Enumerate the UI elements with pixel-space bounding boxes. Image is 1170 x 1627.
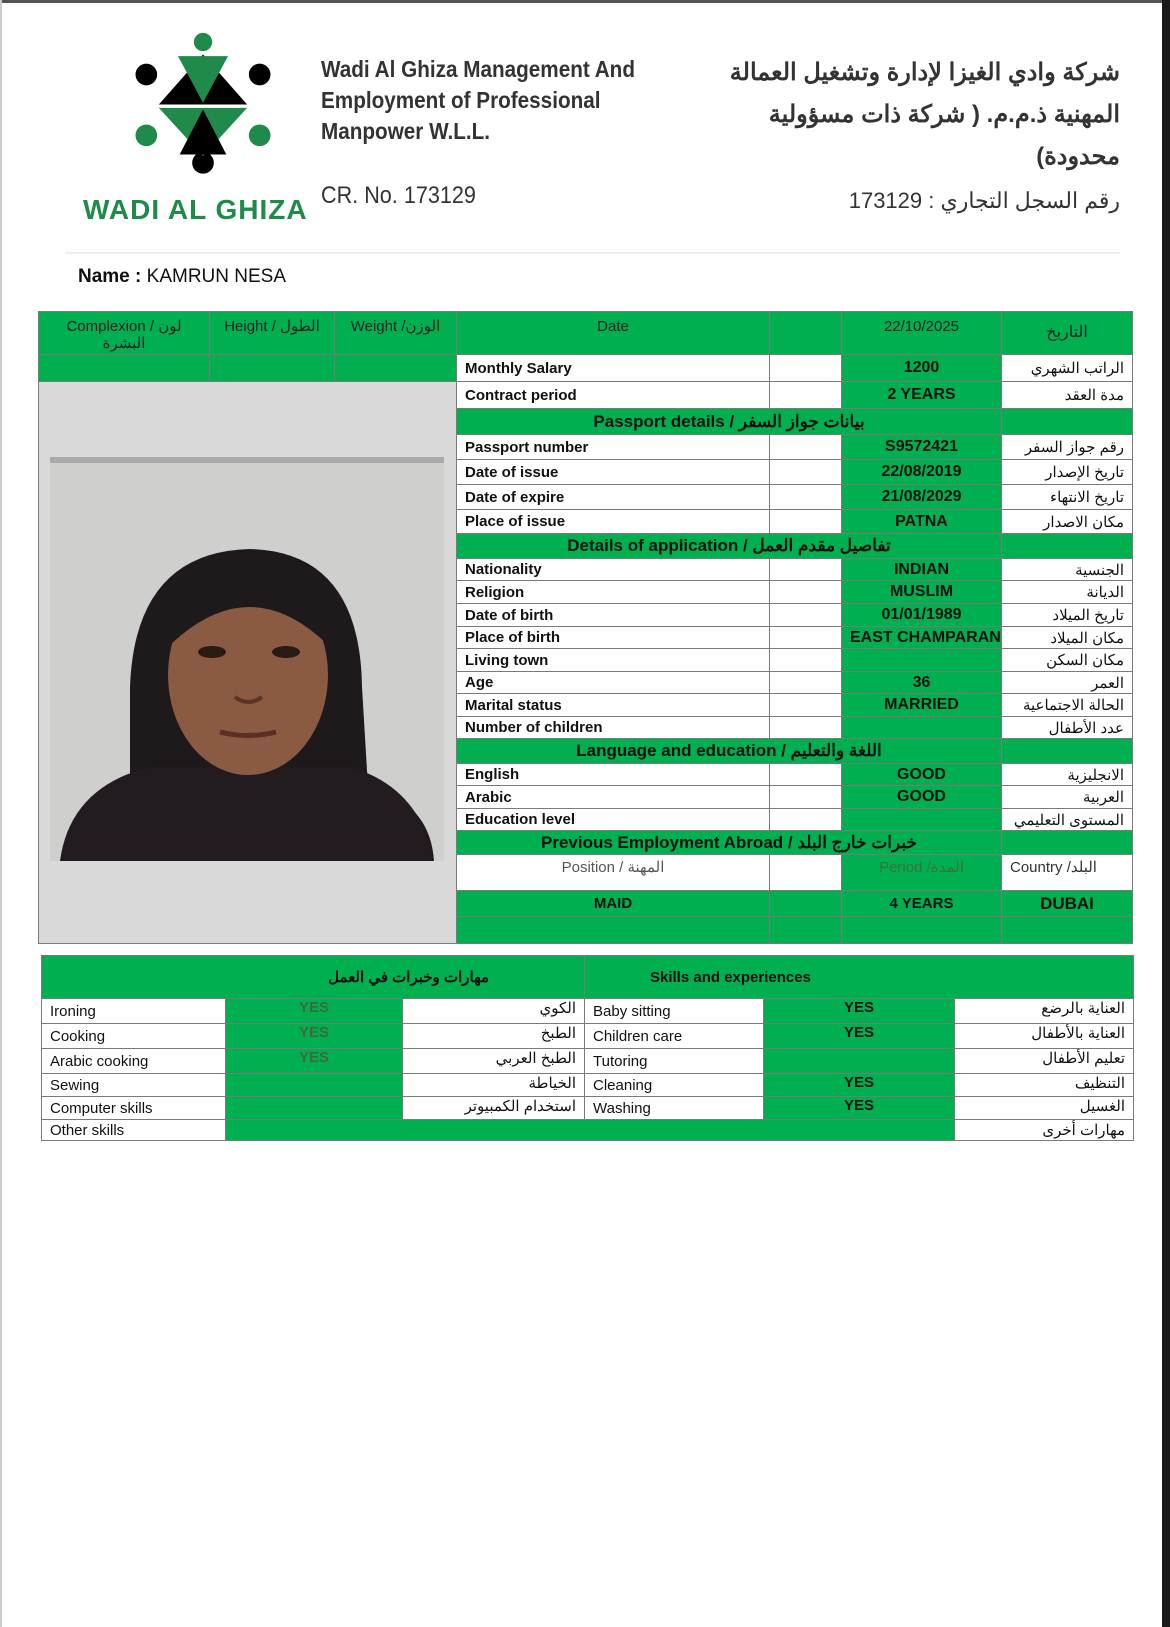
field-value <box>842 717 1002 739</box>
company-name-ar-line: شركة وادي الغيزا لإدارة وتشغيل العمالة <box>729 59 1120 86</box>
field-value: S9572421 <box>842 435 1002 460</box>
field-value <box>842 649 1002 672</box>
other-skills-row <box>42 1120 1134 1141</box>
skills-title-ar: مهارات وخبرات في العمل <box>42 956 585 999</box>
blank-cell <box>770 694 842 717</box>
blank-cell <box>770 649 842 672</box>
company-name-en-line: Employment of Professional <box>321 87 601 113</box>
date-label-ar: التاريخ <box>1002 312 1133 355</box>
skills-header-row <box>42 956 1134 999</box>
cr-number-en: CR. No. 173129 <box>321 182 476 209</box>
country-header: Country /البلد <box>1002 855 1133 891</box>
field-label: Arabic <box>457 786 770 809</box>
company-name-en <box>321 54 635 147</box>
blank-cell <box>770 435 842 460</box>
skill-label: Arabic cooking <box>42 1049 226 1074</box>
skill-label: Children care <box>585 1024 764 1049</box>
blank-cell <box>770 382 842 409</box>
skill-label: Sewing <box>42 1074 226 1097</box>
blank-cell <box>1002 917 1133 944</box>
field-label-ar: الانجليزية <box>1002 764 1133 786</box>
blank-cell <box>770 786 842 809</box>
skill-label: Tutoring <box>585 1049 764 1074</box>
field-value: 1200 <box>842 355 1002 382</box>
skill-label: Cooking <box>42 1024 226 1049</box>
field-value: GOOD <box>842 764 1002 786</box>
logo-emblem-icon <box>113 12 293 192</box>
blank-cell <box>770 355 842 382</box>
page-edge-right <box>1162 0 1170 1627</box>
field-value <box>842 809 1002 831</box>
weight-header: Weight /الوزن <box>335 312 457 355</box>
height-value <box>210 355 335 382</box>
weight-value <box>335 355 457 382</box>
section-title: Previous Employment Abroad / خبرات خارج البلد <box>457 831 1002 855</box>
blank-cell <box>770 312 842 355</box>
date-label: Date <box>457 312 770 355</box>
cr-number-ar: رقم السجل التجاري : 173129 <box>848 188 1120 213</box>
skill-label-ar: العناية بالأطفال <box>955 1024 1134 1049</box>
cv-main-table <box>38 311 1133 944</box>
skill-value: YES <box>764 999 955 1024</box>
field-label: Nationality <box>457 559 770 581</box>
field-value: PATNA <box>842 510 1002 534</box>
field-value: EAST CHAMPARAN <box>842 627 1002 649</box>
skill-row <box>42 1049 1134 1074</box>
logo-text: WADI AL GHIZA <box>83 194 308 225</box>
field-label-ar: الديانة <box>1002 581 1133 604</box>
blank-cell <box>770 717 842 739</box>
photo-area <box>39 382 457 944</box>
blank-cell <box>770 604 842 627</box>
page-edge-top <box>0 0 1170 3</box>
skill-value: YES <box>764 1024 955 1049</box>
height-header: Height / الطول <box>210 312 335 355</box>
company-name-en-line: Wadi Al Ghiza Management And <box>321 56 635 82</box>
blank-cell <box>1002 534 1133 559</box>
skill-value: YES <box>764 1097 955 1120</box>
skill-label-ar: مهارات أخرى <box>955 1120 1134 1141</box>
applicant-photo <box>50 457 444 861</box>
name-label: Name <box>78 266 130 287</box>
blank-cell <box>770 559 842 581</box>
skill-value <box>764 1049 955 1074</box>
field-label: Contract period <box>457 382 770 409</box>
blank-cell <box>770 627 842 649</box>
country-value: DUBAI <box>1002 891 1133 917</box>
blank-cell <box>770 485 842 510</box>
field-label: Number of children <box>457 717 770 739</box>
field-label-ar: العمر <box>1002 672 1133 694</box>
section-title: Language and education / اللغة والتعليم <box>457 739 1002 764</box>
candidate-name: Name : KAMRUN NESA <box>78 266 286 287</box>
field-value: INDIAN <box>842 559 1002 581</box>
field-value: 22/08/2019 <box>842 460 1002 485</box>
field-label: Marital status <box>457 694 770 717</box>
date-value: 22/10/2025 <box>842 312 1002 355</box>
field-value: MUSLIM <box>842 581 1002 604</box>
company-logo <box>83 12 318 232</box>
skill-label-ar: الخياطة <box>403 1074 585 1097</box>
name-value: KAMRUN NESA <box>146 266 286 287</box>
blank-cell <box>770 581 842 604</box>
field-label: Passport number <box>457 435 770 460</box>
skill-value <box>226 1074 403 1097</box>
field-label-ar: مكان السكن <box>1002 649 1133 672</box>
field-label: Place of issue <box>457 510 770 534</box>
skill-label: Computer skills <box>42 1097 226 1120</box>
skill-value: YES <box>226 999 403 1024</box>
field-label-ar: مكان الاصدار <box>1002 510 1133 534</box>
field-label-ar: الجنسية <box>1002 559 1133 581</box>
field-value: GOOD <box>842 786 1002 809</box>
field-label-ar: مكان الميلاد <box>1002 627 1133 649</box>
field-label-ar: الحالة الاجتماعية <box>1002 694 1133 717</box>
section-title: Details of application / تفاصيل مقدم العمل <box>457 534 1002 559</box>
field-label: Religion <box>457 581 770 604</box>
skill-value: YES <box>764 1074 955 1097</box>
skill-label-ar: الطبخ <box>403 1024 585 1049</box>
skill-label: Other skills <box>42 1120 226 1141</box>
skill-value <box>226 1097 403 1120</box>
blank-cell <box>1002 739 1133 764</box>
field-row <box>39 382 1133 409</box>
field-value: 21/08/2029 <box>842 485 1002 510</box>
other-skills-value <box>226 1120 955 1141</box>
section-title: Passport details / بيانات جواز السفر <box>457 409 1002 435</box>
field-label-ar: تاريخ الميلاد <box>1002 604 1133 627</box>
complexion-header: Complexion / لون البشرة <box>39 312 210 355</box>
field-label-ar: الراتب الشهري <box>1002 355 1133 382</box>
salary-row <box>39 355 1133 382</box>
field-label-ar: رقم جواز السفر <box>1002 435 1133 460</box>
skills-title-en: Skills and experiences <box>585 956 1134 999</box>
field-label-ar: المستوى التعليمي <box>1002 809 1133 831</box>
skill-row <box>42 1097 1134 1120</box>
blank-cell <box>770 460 842 485</box>
field-value: 2 YEARS <box>842 382 1002 409</box>
blank-cell <box>770 855 842 891</box>
blank-cell <box>770 764 842 786</box>
field-value: 36 <box>842 672 1002 694</box>
skill-row <box>42 1024 1134 1049</box>
field-label-ar: تاريخ الإصدار <box>1002 460 1133 485</box>
field-value: 01/01/1989 <box>842 604 1002 627</box>
position-header: Position / المهنة <box>457 855 770 891</box>
blank-cell <box>770 809 842 831</box>
company-name-ar-line: محدودة) <box>1036 143 1120 170</box>
field-label: Date of issue <box>457 460 770 485</box>
field-label-ar: عدد الأطفال <box>1002 717 1133 739</box>
header-divider <box>65 252 1120 254</box>
blank-cell <box>770 672 842 694</box>
skill-label-ar: الكوي <box>403 999 585 1024</box>
field-label-ar: العربية <box>1002 786 1133 809</box>
skill-label-ar: تعليم الأطفال <box>955 1049 1134 1074</box>
position-value: MAID <box>457 891 770 917</box>
company-name-en-line: Manpower W.L.L. <box>321 118 491 144</box>
skill-label-ar: الغسيل <box>955 1097 1134 1120</box>
skills-table <box>41 955 1134 1141</box>
blank-cell <box>770 510 842 534</box>
skill-row <box>42 999 1134 1024</box>
blank-cell <box>842 917 1002 944</box>
field-label: Date of birth <box>457 604 770 627</box>
blank-cell <box>770 917 842 944</box>
field-label-ar: تاريخ الانتهاء <box>1002 485 1133 510</box>
field-label: Date of expire <box>457 485 770 510</box>
blank-cell <box>457 917 770 944</box>
company-name-ar <box>720 52 1120 178</box>
skill-value: YES <box>226 1049 403 1074</box>
skill-label-ar: استخدام الكمبيوتر <box>403 1097 585 1120</box>
field-label: Place of birth <box>457 627 770 649</box>
period-value: 4 YEARS <box>842 891 1002 917</box>
company-name-ar-line: المهنية ذ.م.م. ( شركة ذات مسؤولية <box>768 101 1120 128</box>
field-label: English <box>457 764 770 786</box>
field-value: MARRIED <box>842 694 1002 717</box>
skill-label: Cleaning <box>585 1074 764 1097</box>
skill-label: Washing <box>585 1097 764 1120</box>
skill-label-ar: التنظيف <box>955 1074 1134 1097</box>
skill-label-ar: العناية بالرضع <box>955 999 1134 1024</box>
skill-row <box>42 1074 1134 1097</box>
blank-cell <box>1002 409 1133 435</box>
complexion-value <box>39 355 210 382</box>
skill-label: Ironing <box>42 999 226 1024</box>
period-header: Period /المدة <box>842 855 1002 891</box>
skill-label-ar: الطبخ العربي <box>403 1049 585 1074</box>
field-label-ar: مدة العقد <box>1002 382 1133 409</box>
header-row <box>39 312 1133 355</box>
field-label: Education level <box>457 809 770 831</box>
page-edge-left <box>0 0 2 1627</box>
field-label: Age <box>457 672 770 694</box>
field-label: Living town <box>457 649 770 672</box>
skill-value: YES <box>226 1024 403 1049</box>
blank-cell <box>1002 831 1133 855</box>
blank-cell <box>770 891 842 917</box>
skill-label: Baby sitting <box>585 999 764 1024</box>
field-label: Monthly Salary <box>457 355 770 382</box>
